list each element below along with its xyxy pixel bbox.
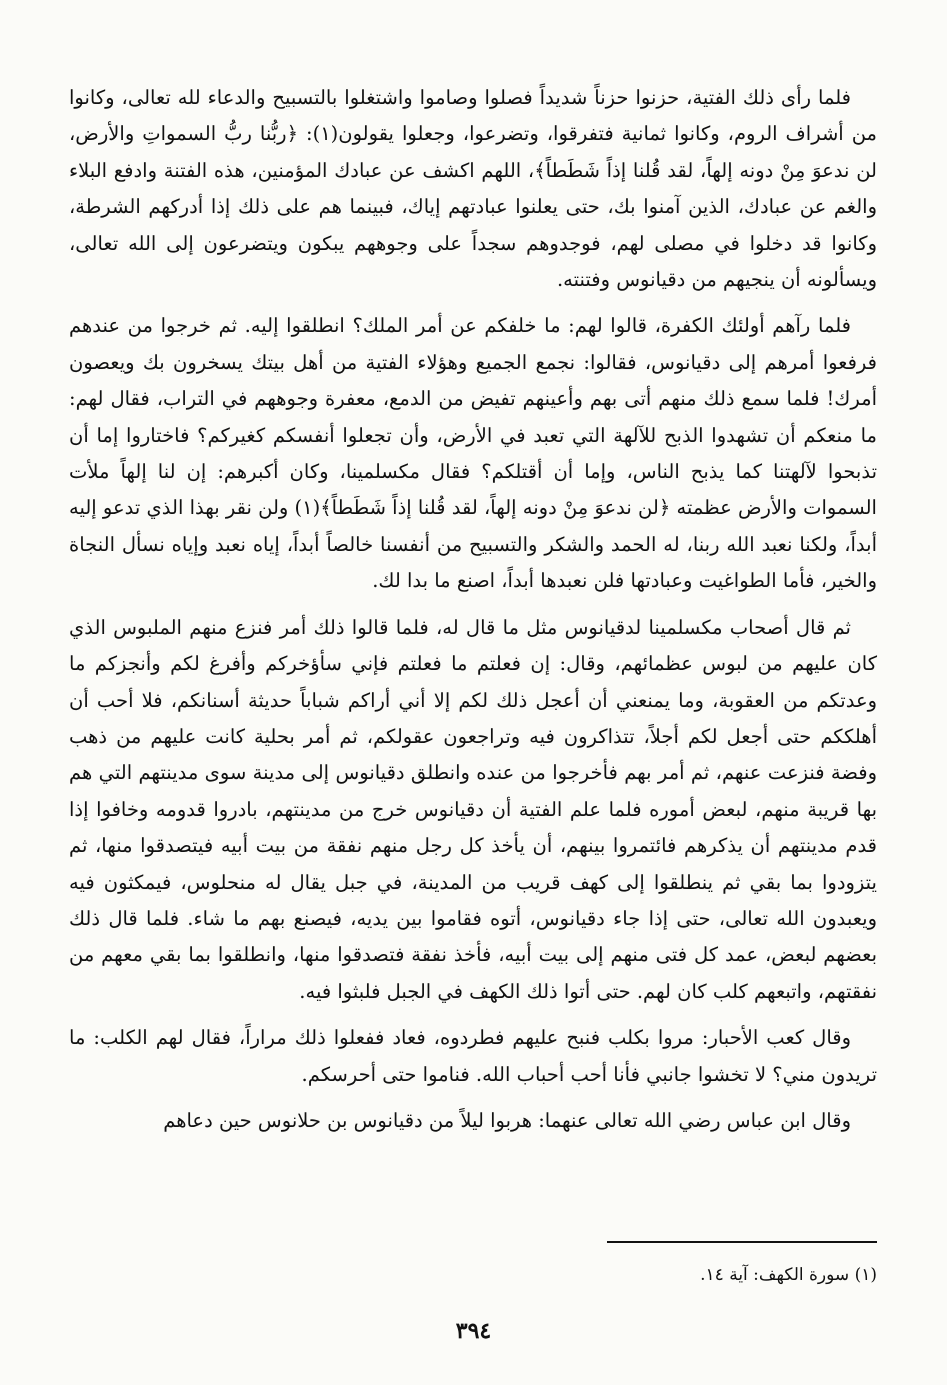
paragraph: وقال ابن عباس رضي الله تعالى عنهما: هربوا ليلاً من دقيانوس بن حلانوس حين دعاهم [163,1108,851,1132]
paragraph: فلما رأى ذلك الفتية، حزنوا حزناً شديداً فصلوا وصاموا واشتغلوا بالتسبيح والدعاء لله تعالى، وكانوا من أشراف الروم، وكانوا ثمانية فتفرقوا، وتضرعوا، وجعلوا يقولون(١): ﴿ربُّنا ربُّ السمواتِ والأرض، لن ندعوَ مِنْ دونه إلهاً، لقد قُلنا إذاً شَطَطاً﴾، اللهم اكشف عن عبادك المؤمنين، هذه الفتنة وادفع البلاء والغم عن عبادك، الذين آمنوا بك، حتى يعلنوا عبادتهم إياك، فبينما هم على ذلك إذا أدركهم الشرطة، وكانوا قد دخلوا في مصلى لهم، فوجدوهم سجداً على وجوههم يبكون ويتضرعون إلى الله تعالى، ويسألونه أن ينجيهم من دقيانوس وفتنته. [69,86,877,292]
footnote-divider [607,1241,877,1243]
main-text [69,80,877,1149]
paragraph: فلما رآهم أولئك الكفرة، قالوا لهم: ما خلفكم عن أمر الملك؟ انطلقوا إليه. ثم خرجوا من عندهم فرفعوا أمرهم إلى دقيانوس، فقالوا: نجمع الجميع وهؤلاء الفتية من أهل بيتك يسخرون بك ويعصون أمرك! فلما سمع ذلك منهم أتى بهم وأعينهم تفيض من الدمع، معفرة وجوههم في التراب، فقال لهم: ما منعكم أن تشهدوا الذبح للآلهة التي تعبد في الأرض، وأن تجعلوا أنفسكم كغيركم؟ فاختاروا إما أن تذبحوا لآلهتنا كما يذبح الناس، وإما أن أقتلكم؟ فقال مكسلمينا، وكان أكبرهم: إن لنا إلهاً ملأت السموات والأرض عظمته ﴿لن ندعوَ مِنْ دونه إلهاً، لقد قُلنا إذاً شَطَطاً﴾(١) ولن نقر بهذا الذي تدعو إليه أبداً، ولكنا نعبد الله ربنا، له الحمد والشكر والتسبيح من أنفسنا خالصاً أبداً، إياه نعبد وإياه نسأل النجاة والخير، فأما الطواغيت وعبادتها فلن نعبدها أبداً، اصنع ما بدا لك. [69,314,877,593]
paragraph: وقال كعب الأحبار: مروا بكلب فنبح عليهم فطردوه، فعاد ففعلوا ذلك مراراً، فقال لهم الكلب: ما تريدون مني؟ لا تخشوا جانبي فأنا أحب أحباب الله. فناموا حتى أحرسكم. [69,1026,877,1086]
footnote: (١) سورة الكهف: آية ١٤. [700,1265,877,1285]
page-number: ٣٩٤ [455,1318,492,1344]
paragraph: ثم قال أصحاب مكسلمينا لدقيانوس مثل ما قال له، فلما قالوا ذلك أمر فنزع منهم الملبوس الذي كان عليهم من لبوس عظمائهم، وقال: إن فعلتم ما فعلتم فإني سأؤخركم وأفرغ لكم وأنجزكم ما وعدتكم من العقوبة، وما يمنعني أن أعجل ذلك لكم إلا أني أراكم شباباً حديثة أسنانكم، فلا أحب أن أهلككم حتى أجعل لكم أجلاً، تتذاكرون فيه وتراجعون عقولكم، ثم أمر بحلية كانت عليهم من ذهب وفضة فنزعت عنهم، ثم أمر بهم فأخرجوا من عنده وانطلق دقيانوس إلى مدينة سوى مدينتهم التي هم بها قريبة منهم، لبعض أموره فلما علم الفتية أن دقيانوس خرج من مدينتهم، بادروا قدومه وخافوا إذا قدم مدينتهم أن يذكرهم فائتمروا بينهم، أن يأخذ كل رجل منهم نفقة من بيت أبيه فيتصدقوا منها، ثم يتزودوا بما بقي ثم ينطلقوا إلى كهف قريب من المدينة، في جبل يقال له منحلوس، فيمكثون فيه ويعبدون الله تعالى، حتى إذا جاء دقيانوس، أتوه فقاموا بين يديه، فيصنع بهم ما شاء. فلما قال ذلك بعضهم لبعض، عمد كل فتى منهم إلى بيت أبيه، فأخذ نفقة فتصدقوا منها، وانطلقوا بما بقي معهم من نفقتهم، واتبعهم كلب كان لهم. حتى أتوا ذلك الكهف في الجبل فلبثوا فيه. [69,615,877,1003]
